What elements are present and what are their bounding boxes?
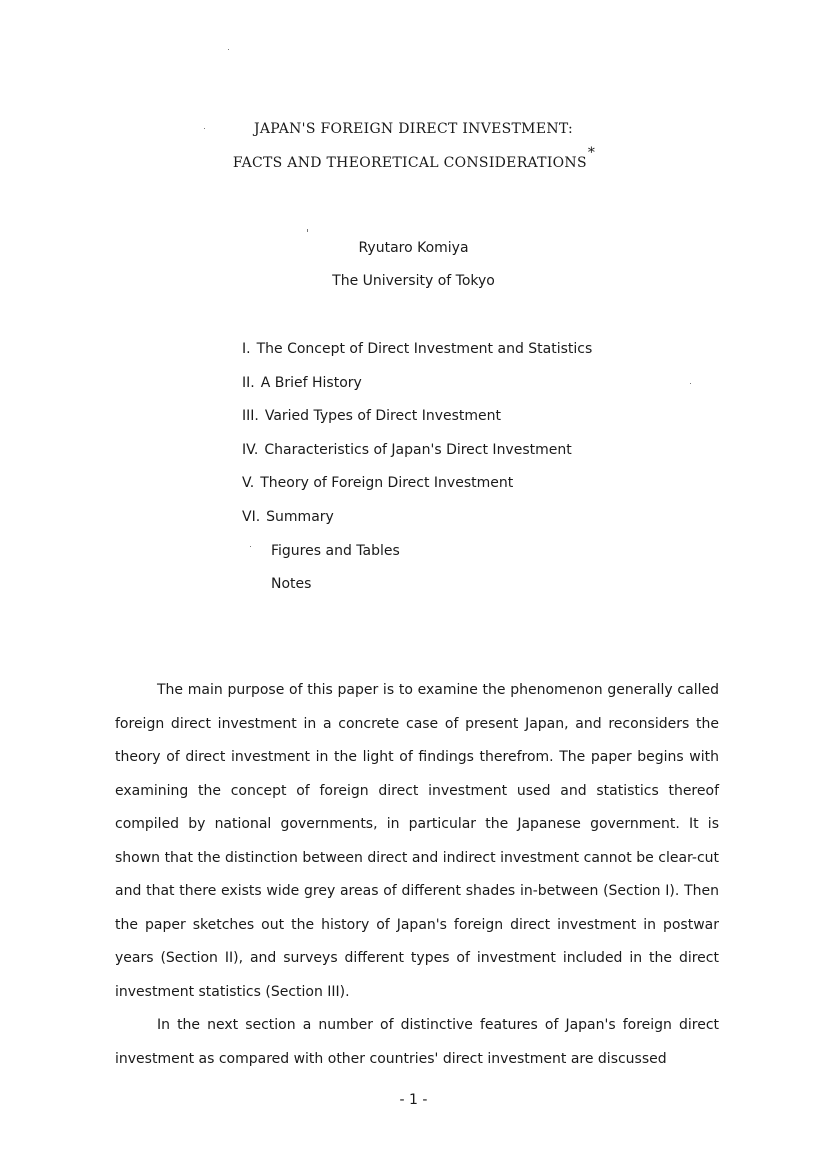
toc-label: Notes <box>271 576 312 593</box>
toc-label: Varied Types of Direct Investment <box>264 408 502 425</box>
author-name: Ryutaro Komiya <box>358 240 469 256</box>
toc-number: II. <box>242 374 255 391</box>
toc-item-4 <box>242 440 702 474</box>
toc-number: I. <box>242 341 251 357</box>
scan-speck <box>690 383 691 384</box>
paragraph-2: In the next section a number of distinctive features of Japan's foreign direct investment as compared with other countries' direct investment are discussed <box>115 1017 719 1067</box>
toc-item-6 <box>242 507 702 541</box>
toc-item-1 <box>242 339 702 373</box>
title-text-2: FACTS AND THEORETICAL CONSIDERATIONS <box>232 155 587 171</box>
table-of-contents <box>242 339 702 608</box>
toc-item-3 <box>242 406 702 440</box>
toc-number: IV. <box>242 441 259 458</box>
toc-item-notes <box>242 574 702 608</box>
scan-speck <box>228 49 229 50</box>
footnote-marker: * <box>587 145 596 161</box>
toc-number: V. <box>242 475 255 492</box>
scan-speck <box>204 128 205 129</box>
toc-label: Theory of Foreign Direct Investment <box>260 475 514 492</box>
scan-speck <box>250 546 251 547</box>
page-number: - 1 - <box>399 1092 428 1108</box>
toc-label: Characteristics of Japan's Direct Investment <box>264 441 572 458</box>
toc-item-figures <box>242 541 702 575</box>
toc-label: A Brief History <box>260 374 362 391</box>
toc-label: Figures and Tables <box>271 542 400 559</box>
paper-title-line-2 <box>0 145 827 171</box>
toc-number: VI. <box>242 508 261 525</box>
toc-item-5 <box>242 473 702 507</box>
title-text-1: JAPAN'S FOREIGN DIRECT INVESTMENT: <box>253 121 574 137</box>
paper-title-line-1 <box>0 121 827 137</box>
toc-item-2 <box>242 373 702 407</box>
paragraph-1: The main purpose of this paper is to examine the phenomenon generally called foreign direct investment in a concrete case of present Japan, and reconsiders the theory of direct investment in the light of findings therefrom. The paper begins with examining the concept of foreign direct investment used and statistics thereof compiled by national governments, in particular the Japanese government. It is shown that the distinction between direct and indirect investment cannot be clear-cut and that there exists wide grey areas of different shades in-between (Section I). Then the paper sketches out the history of Japan's foreign direct investment in postwar years (Section II), and surveys different types of investment included in the direct investment statistics (Section III). <box>115 682 719 1000</box>
toc-label: Summary <box>266 508 334 525</box>
toc-label: The Concept of Direct Investment and Statistics <box>256 341 593 357</box>
body-text <box>115 674 719 1076</box>
toc-number: III. <box>242 408 259 425</box>
scan-speck <box>307 229 308 232</box>
author-affiliation: The University of Tokyo <box>332 273 495 289</box>
